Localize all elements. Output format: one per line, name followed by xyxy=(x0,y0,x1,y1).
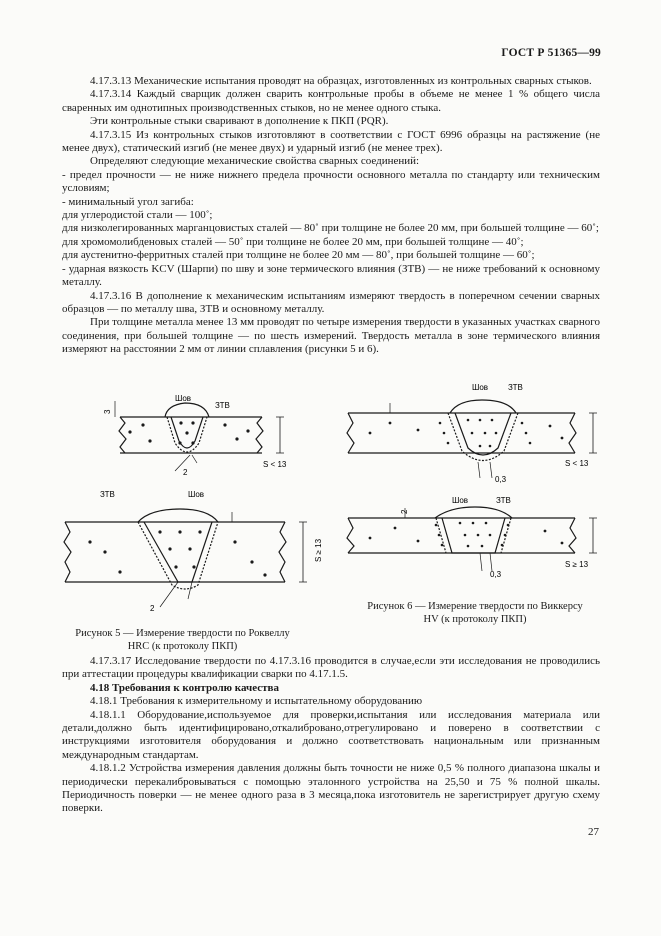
figure5-caption-line1: Рисунок 5 — Измерение твердости по Роквеллу xyxy=(75,628,290,639)
figure5-haz-label-2: ЗТВ xyxy=(100,490,115,499)
figure6-thick-plate xyxy=(340,483,605,593)
figure5-caption xyxy=(60,628,305,653)
figure5-seam-label-1: Шов xyxy=(175,394,192,403)
figure6-caption xyxy=(345,601,605,626)
figure6-thin-label: S < 13 xyxy=(565,459,589,468)
figure6-03-label-2: 0,3 xyxy=(490,570,502,579)
figure6-03-label-1: 0,3 xyxy=(495,475,507,484)
paragraph: для аустенитно-ферритных сталей при толщине не более 20 мм — 80˚, при большей толщине — 60˚; xyxy=(62,249,535,262)
paragraph: - минимальный угол загиба: xyxy=(62,195,194,208)
figure6-haz-label-2: ЗТВ xyxy=(496,496,511,505)
paragraph: 4.17.3.16 В дополнение к механическим испытаниям измеряют твердость в поперечном сечении сварных образцов — по металлу шва, ЗТВ и основному металлу. xyxy=(62,289,600,315)
figure5-dim-2-label-2: 2 xyxy=(150,604,155,613)
paragraph: 4.18.1.1 Оборудование,используемое для проверки,испытания или исследования материала или детали,должно быть идентифицировано,откалибровано,отрегулировано и поверено в соответствии с инструкциями изготовителя оборудования и должно соответствовать национальным или признанным международным стандартам. xyxy=(62,708,600,761)
figure6-caption-line1: Рисунок 6 — Измерение твердости по Виккерсу xyxy=(367,601,583,612)
figure5-dim-3-label: 3 xyxy=(103,409,112,414)
paragraph: Определяют следующие механические свойства сварных соединений: xyxy=(90,155,420,168)
paragraph: для низколегированных марганцовистых сталей — 80˚ при толщине не более 20 мм, при большей толщине — 60˚; xyxy=(62,222,599,235)
figure6-caption-line2: HV (к протоколу ПКП) xyxy=(423,613,527,625)
text-block-bottom xyxy=(62,655,600,816)
paragraph: для углеродистой стали — 100˚; xyxy=(62,209,213,222)
figure5-caption-line2: HRC (к протоколу ПКП) xyxy=(127,640,238,652)
figure6-seam-label-2: Шов xyxy=(452,496,469,505)
figure6-haz-label-1: ЗТВ xyxy=(508,383,523,392)
figure6-seam-label-1: Шов xyxy=(472,383,489,392)
figure5-seam-label-2: Шов xyxy=(188,490,205,499)
figure5-thick-plate xyxy=(60,487,323,617)
paragraph: 4.18.1.2 Устройства измерения давления должны быть точности не ниже 0,5 % полного диапазона шкалы и периодически перекалибровываться с помощью эталонного устройства на 25,50 и 75 % полной шкалы. Периодичность поверки — не менее одного раза в 3 месяца,пока изготовитель не зарегистрирует другую схему поверки. xyxy=(62,762,600,815)
figure5-thick-label: S ≥ 13 xyxy=(314,538,323,562)
page-header: ГОСТ Р 51365—99 xyxy=(501,47,601,59)
figure5-thin-plate xyxy=(75,395,310,485)
figure5-haz-label-1: ЗТВ xyxy=(215,401,230,410)
page-number: 27 xyxy=(588,826,599,838)
paragraph: 4.17.3.17 Исследование твердости по 4.17.3.16 проводится в случае,если эти исследования не проводились при аттестации процедуры квалификации сварки по 4.17.1.5. xyxy=(62,655,600,681)
figure6-thick-label: S ≥ 13 xyxy=(565,560,589,569)
paragraph: - ударная вязкость KCV (Шарпи) по шву и зоне термического влияния (ЗТВ) — не ниже требований к основному металлу. xyxy=(62,262,600,289)
figure5-dim-2-label-1: 2 xyxy=(183,468,188,477)
paragraph: - предел прочности — не ниже нижнего предела прочности основного металла по стандарту или техническим условиям; xyxy=(62,168,600,195)
paragraph: 4.17.3.14 Каждый сварщик должен сварить контрольные пробы в объеме не менее 1 % общего числа сваренных им однотипных производственных стыков, но не менее одного стыка. xyxy=(62,88,600,114)
paragraph: 4.18 Требования к контролю качества xyxy=(90,681,279,694)
paragraph: При толщине металла менее 13 мм проводят по четыре измерения твердости в указанных участках сварного соединения, при большей толщине — по шесть измерений. Твердость металла в зоне термического влияния измеряют на расстоянии 2 мм от линии сплавления (рисунки 5 и 6). xyxy=(62,316,600,356)
figure6-dim-2-label: 2 xyxy=(400,509,409,514)
figure6-thin-plate xyxy=(340,378,605,488)
figure5-thin-label: S < 13 xyxy=(263,460,287,469)
paragraph: 4.17.3.13 Механические испытания проводят на образцах, изготовленных из контрольных сварных стыков. xyxy=(90,75,592,87)
paragraph: для хромомолибденовых сталей — 50˚ при толщине не более 20 мм, при большей толщине — 40˚; xyxy=(62,235,524,248)
paragraph: 4.18.1 Требования к измерительному и испытательному оборудованию xyxy=(90,695,423,708)
text-block-top xyxy=(62,75,600,357)
paragraph: Эти контрольные стыки сваривают в дополнение к ПКП (PQR). xyxy=(90,115,389,128)
paragraph: 4.17.3.15 Из контрольных стыков изготовляют в соответствии с ГОСТ 6996 образцы на растяжение (не менее двух), статический изгиб (не менее двух) и ударный изгиб (не менее трех). xyxy=(62,128,600,155)
